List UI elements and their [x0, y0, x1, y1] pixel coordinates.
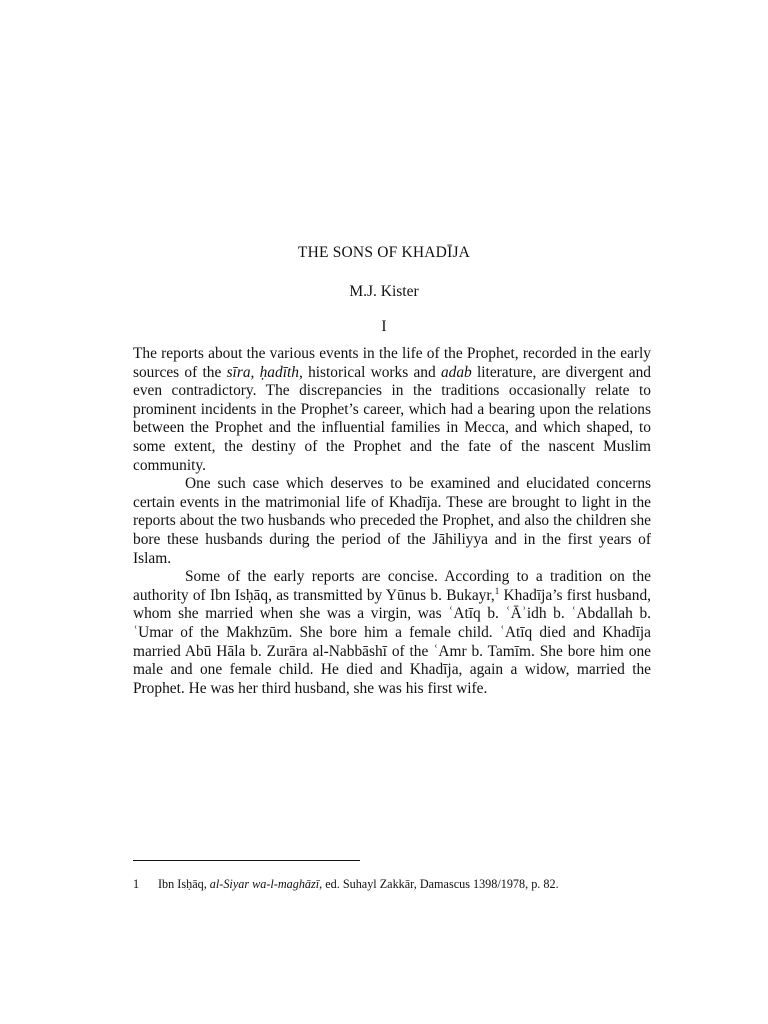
paragraph-3-text-b: Khadīja’s first husband, whom she married when she was a virgin, was ʿAtīq b. ʿĀʾidh b. ʿAbdallah b. ʿUmar of the Makhzūm. She bore him a female child. ʿAtīq died and Khadīja married Abū Hāla b. Zurāra al-Nabbāshī of the ʿAmr b. Tamīm. She bore him one male and one female child. He died and Khadīja, again a widow, married the Prophet. He was her third husband, she was his first wife.: [133, 586, 652, 697]
footnote-number: 1: [133, 877, 140, 891]
article-author: M.J. Kister: [349, 283, 419, 300]
footnote-divider: [133, 860, 360, 861]
paragraph-1-text-a: The reports about the various events in the life of the Prophet, recorded in the early sources of the: [133, 345, 651, 381]
article-body: [133, 345, 651, 698]
paragraph-1-text-c: literature, are divergent and even contradictory. The discrepancies in the traditions occasionally relate to prominent incidents in the Prophet’s career, which had a bearing upon the relations between the Prophet and the influential families in Mecca, and which shaped, to some extent, the destiny of the Prophet and the fate of the nascent Muslim community.: [133, 363, 652, 474]
footnote-text-b: , ed. Suhayl Zakkār, Damascus 1398/1978, p. 82.: [319, 877, 559, 891]
paragraph-3-text-a: Some of the early reports are concise. According to a tradition on the authority of Ibn Isḥāq, as transmitted by Yūnus b. Bukayr,: [133, 568, 651, 604]
footnote-italic-title: al-Siyar wa-l-maghāzī: [209, 877, 320, 891]
paragraph-2: One such case which deserves to be examined and elucidated concerns certain events in the matrimonial life of Khadīja. These are brought to light in the reports about the two husbands who preceded the Prophet, and also the children she bore these husbands during the period of the Jāhiliyya and in the first years of Islam.: [133, 475, 651, 567]
paragraph-3: [133, 568, 651, 698]
article-title: THE SONS OF KHADĪJA: [297, 244, 471, 261]
paragraph-1-italic-terms: sīra, ḥadīth,: [226, 363, 303, 381]
footnote-text-a: Ibn Isḥāq,: [158, 877, 210, 891]
footnote-reference[interactable]: 1: [494, 585, 500, 596]
section-numeral: I: [381, 318, 387, 335]
paragraph-1-text-b: historical works and: [302, 363, 441, 381]
footnote: [133, 877, 693, 892]
paragraph-1-italic-adab: adab: [440, 363, 472, 381]
paragraph-1: [133, 345, 651, 475]
